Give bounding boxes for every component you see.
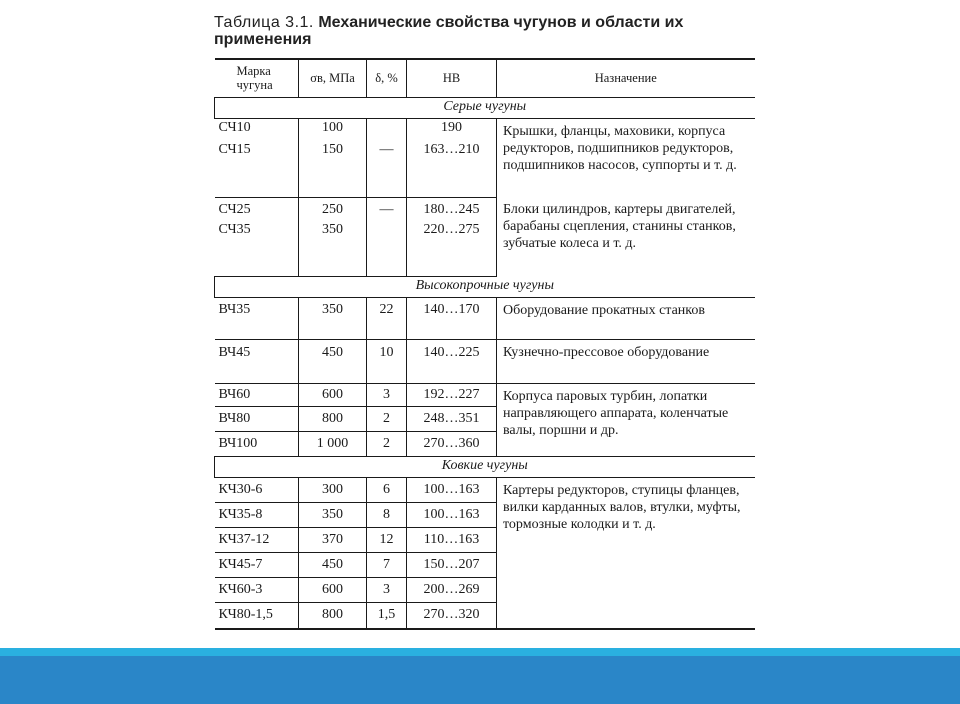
- cell-hb: 200…269: [407, 577, 497, 602]
- cell-sigma: 1 000: [299, 431, 367, 456]
- header-row: [215, 59, 755, 97]
- cell-mark: КЧ35-8: [215, 502, 299, 527]
- cell-purpose: Картеры редукторов, ступицы фланцев, вилки карданных валов, втулки, муфты, тормозные колодки и т. д.: [497, 477, 755, 629]
- cell-delta: 3: [367, 383, 407, 406]
- cell-delta: 2: [367, 406, 407, 431]
- section-gray: Серые чугуны: [215, 97, 755, 118]
- cell-mark: ВЧ100: [215, 431, 299, 456]
- section-malleable: Ковкие чугуны: [215, 456, 755, 477]
- cell-hb: 270…360: [407, 431, 497, 456]
- cell-sigma: 350: [299, 502, 367, 527]
- cell-sigma: 100: [299, 118, 367, 141]
- cell-sigma: 450: [299, 552, 367, 577]
- cell-hb: 270…320: [407, 602, 497, 629]
- cast-iron-properties-table: [214, 58, 755, 630]
- cell-mark: СЧ15: [215, 141, 299, 197]
- header-hb: HB: [407, 59, 497, 97]
- cell-hb: 248…351: [407, 406, 497, 431]
- section-high-strength: Высокопрочные чугуны: [215, 276, 755, 297]
- cell-mark: ВЧ60: [215, 383, 299, 406]
- cell-sigma: 350: [299, 297, 367, 339]
- cell-hb: 100…163: [407, 477, 497, 502]
- cell-delta: 8: [367, 502, 407, 527]
- cell-mark: СЧ35: [215, 221, 299, 276]
- cell-mark: СЧ25: [218, 201, 251, 217]
- cell-purpose: Оборудование прокатных станков: [497, 297, 755, 339]
- cell-sigma: 800: [299, 406, 367, 431]
- cell-delta: 10: [367, 339, 407, 383]
- table-row: [215, 339, 755, 383]
- cell-sigma: 600: [299, 383, 367, 406]
- cell-delta: 12: [367, 527, 407, 552]
- cell-mark: КЧ37-12: [215, 527, 299, 552]
- cell-mark: ВЧ80: [215, 406, 299, 431]
- cell-delta: —: [367, 197, 407, 221]
- cell-purpose: Крышки, фланцы, маховики, корпуса редукторов, подшипников редукторов, подшипников насосов, суппорты и т. д.: [497, 118, 755, 197]
- table-row: [215, 297, 755, 339]
- cell-hb: 192…227: [407, 383, 497, 406]
- header-sigma: σв, МПа: [299, 59, 367, 97]
- footer-band: [0, 656, 960, 704]
- cell-delta: —: [367, 141, 407, 197]
- cell-delta: 7: [367, 552, 407, 577]
- cell-sigma: 600: [299, 577, 367, 602]
- table-row: [215, 118, 755, 141]
- cell-mark: ВЧ45: [215, 339, 299, 383]
- table-caption: [214, 14, 754, 48]
- table-row: [215, 197, 755, 221]
- table-row: [215, 383, 755, 406]
- table-number: Таблица 3.1.: [214, 14, 314, 31]
- cell-mark: ВЧ35: [215, 297, 299, 339]
- cell-purpose: Блоки цилиндров, картеры двигателей, барабаны сцепления, станины станков, зубчатые колеса и т. д.: [497, 197, 755, 276]
- header-mark: Марка чугуна: [215, 59, 299, 97]
- cell-hb: 140…225: [407, 339, 497, 383]
- cell-sigma: 350: [299, 221, 367, 276]
- cell-mark: КЧ80-1,5: [215, 602, 299, 629]
- cell-mark: КЧ30-6: [215, 477, 299, 502]
- cell-purpose: Кузнечно-прессовое оборудование: [497, 339, 755, 383]
- cell-delta: 6: [367, 477, 407, 502]
- cell-hb: 163…210: [407, 141, 497, 197]
- cell-delta: [367, 221, 407, 276]
- cell-hb: 180…245: [407, 197, 497, 221]
- cell-delta: [367, 118, 407, 141]
- cell-hb: 150…207: [407, 552, 497, 577]
- cell-sigma: 150: [299, 141, 367, 197]
- cell-hb: 100…163: [407, 502, 497, 527]
- footer-accent-stripe: [0, 648, 960, 656]
- cell-hb: 190: [407, 118, 497, 141]
- cell-delta: 1,5: [367, 602, 407, 629]
- cell-delta: 22: [367, 297, 407, 339]
- cell-sigma: 800: [299, 602, 367, 629]
- cell-sigma: 370: [299, 527, 367, 552]
- cell-hb: 110…163: [407, 527, 497, 552]
- cell-mark: СЧ10: [218, 119, 251, 135]
- cell-hb: 140…170: [407, 297, 497, 339]
- cell-sigma: 450: [299, 339, 367, 383]
- cell-delta: 3: [367, 577, 407, 602]
- cell-sigma: 300: [299, 477, 367, 502]
- cell-purpose: Корпуса паровых турбин, лопатки направляющего аппарата, коленчатые валы, поршни и др.: [497, 383, 755, 456]
- table-row: [215, 477, 755, 502]
- cell-mark: КЧ60-3: [215, 577, 299, 602]
- header-purpose: Назначение: [497, 59, 755, 97]
- table-title: Механические свойства чугунов и области их применения: [214, 14, 684, 48]
- cell-hb: 220…275: [407, 221, 497, 276]
- header-delta: δ, %: [367, 59, 407, 97]
- cell-sigma: 250: [299, 197, 367, 221]
- cell-mark: КЧ45-7: [215, 552, 299, 577]
- cell-delta: 2: [367, 431, 407, 456]
